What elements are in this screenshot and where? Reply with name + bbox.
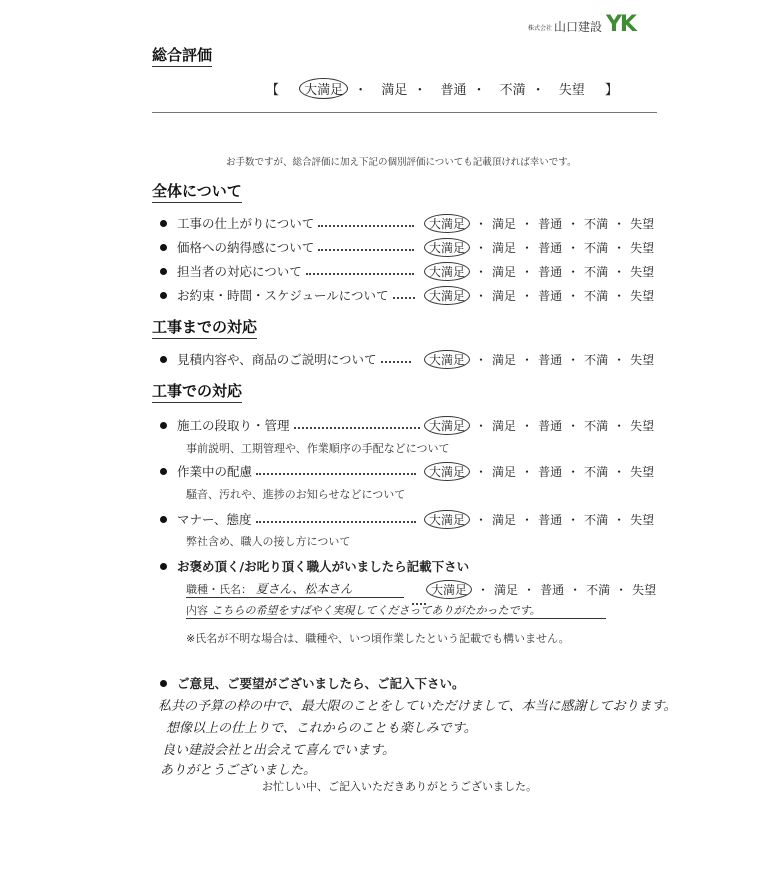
- rating-option[interactable]: 失望: [630, 465, 655, 479]
- rating-options: 大満足 ・ 満足 ・ 普通 ・ 不満 ・ 失望: [422, 214, 656, 233]
- rating-option-selected[interactable]: 大満足: [424, 350, 470, 369]
- rating-option[interactable]: 満足: [492, 265, 517, 279]
- rating-option[interactable]: 普通: [538, 241, 563, 255]
- overall-option[interactable]: 満足: [381, 83, 408, 98]
- rating-option-selected[interactable]: 大満足: [424, 214, 470, 233]
- rating-option[interactable]: 普通: [538, 217, 563, 231]
- bullet-icon: [160, 268, 167, 275]
- rating-option[interactable]: 不満: [584, 419, 609, 433]
- praise-content-value: こちらの希望をすばやく実現してくださってありがたかったです。: [211, 604, 541, 617]
- overall-rating-row: 【 大満足 ・ 満足 ・ 普通 ・ 不満 ・ 失望 】: [260, 78, 624, 99]
- rating-option[interactable]: 不満: [584, 289, 609, 303]
- bullet-icon: [160, 356, 167, 363]
- rating-options: 大満足 ・ 満足 ・ 普通 ・ 不満 ・ 失望: [422, 416, 656, 435]
- item-sub-note: 騒音、汚れや、進捗のお知らせなどについて: [186, 488, 406, 501]
- footer-thanks: お忙しい中、ご記入いただきありがとうございました。: [262, 780, 537, 793]
- overall-option[interactable]: 普通: [440, 83, 467, 98]
- rating-option[interactable]: 満足: [492, 465, 517, 479]
- rating-option[interactable]: 不満: [586, 583, 611, 597]
- rating-option-selected[interactable]: 大満足: [424, 262, 470, 281]
- rating-option[interactable]: 満足: [492, 513, 517, 527]
- rating-item: [160, 462, 420, 480]
- item-label: マナー、態度: [177, 512, 252, 527]
- comments-section: [160, 674, 465, 692]
- rating-option-selected[interactable]: 大満足: [424, 510, 470, 529]
- company-logo: YK: [606, 12, 635, 37]
- comment-line: 想像以上の仕上りで、これからのことも楽しみです。: [166, 721, 477, 736]
- company-name-text: 山口建設: [554, 20, 603, 34]
- leader-dots: [306, 273, 414, 275]
- praise-title: お褒め頂く/お叱り頂く職人がいましたら記載下さい: [177, 559, 470, 574]
- section-title-during: 工事での対応: [152, 380, 242, 403]
- rating-option[interactable]: 普通: [540, 583, 565, 597]
- overall-title: 総合評価: [152, 44, 212, 67]
- rating-options: 大満足 ・ 満足 ・ 普通 ・ 不満 ・ 失望: [422, 462, 656, 481]
- bullet-icon: [160, 680, 167, 687]
- rating-option-selected[interactable]: 大満足: [424, 238, 470, 257]
- comment-line: 良い建設会社と出会えて喜んでいます。: [162, 743, 395, 758]
- comment-line: 私共の予算の枠の中で、最大限のことをしていただけまして、本当に感謝しております。: [158, 699, 677, 714]
- item-sub-note: 弊社含め、職人の接し方について: [186, 535, 351, 548]
- rating-option[interactable]: 不満: [584, 513, 609, 527]
- section-title-before: 工事までの対応: [152, 316, 257, 339]
- praise-name-field[interactable]: [186, 580, 404, 598]
- rating-item: [160, 286, 419, 304]
- rating-item: [160, 214, 418, 232]
- close-bracket: 】: [604, 83, 618, 98]
- leader-dots: [318, 225, 414, 227]
- rating-option[interactable]: 普通: [538, 513, 563, 527]
- praise-name-value: 夏さん、松本さん: [255, 582, 353, 596]
- rating-option[interactable]: 普通: [538, 419, 563, 433]
- open-bracket: 【: [266, 83, 280, 98]
- bullet-icon: [160, 422, 167, 429]
- intro-note: お手数ですが、総合評価に加え下記の個別評価についても記載頂ければ幸いです。: [226, 157, 577, 168]
- leader-dots: [393, 297, 415, 299]
- overall-option[interactable]: 失望: [558, 83, 585, 98]
- bullet-icon: [160, 244, 167, 251]
- bullet-icon: [160, 292, 167, 299]
- rating-option[interactable]: 普通: [538, 353, 563, 367]
- rating-options: 大満足 ・ 満足 ・ 普通 ・ 不満 ・ 失望: [422, 510, 656, 529]
- praise-content-field[interactable]: [186, 602, 606, 619]
- rating-option[interactable]: 不満: [584, 265, 609, 279]
- rating-item: [160, 238, 418, 256]
- rating-options: 大満足 ・ 満足 ・ 普通 ・ 不満 ・ 失望: [422, 350, 656, 369]
- bullet-icon: [160, 468, 167, 475]
- item-label: 担当者の対応について: [177, 264, 302, 279]
- rating-item: [160, 350, 415, 368]
- company-prefix: 株式会社: [528, 25, 553, 32]
- overall-option-selected[interactable]: 大満足: [299, 78, 348, 99]
- rating-option[interactable]: 失望: [630, 289, 655, 303]
- praise-content-label: 内容: [186, 604, 208, 617]
- rating-option[interactable]: 普通: [538, 465, 563, 479]
- rating-options: 大満足 ・ 満足 ・ 普通 ・ 不満 ・ 失望: [422, 262, 656, 281]
- rating-option[interactable]: 満足: [494, 583, 519, 597]
- company-name: [528, 18, 602, 35]
- rating-option[interactable]: 失望: [630, 217, 655, 231]
- rating-option[interactable]: 失望: [630, 513, 655, 527]
- rating-option[interactable]: 不満: [584, 241, 609, 255]
- rating-option[interactable]: 不満: [584, 217, 609, 231]
- rating-option[interactable]: 不満: [584, 465, 609, 479]
- rating-options: 大満足 ・ 満足 ・ 普通 ・ 不満 ・ 失望: [422, 238, 656, 257]
- rating-option[interactable]: 満足: [492, 217, 517, 231]
- item-label: 施工の段取り・管理: [177, 418, 290, 433]
- rating-option[interactable]: 普通: [538, 289, 563, 303]
- leader-dots: [256, 473, 416, 475]
- rating-option[interactable]: 不満: [584, 353, 609, 367]
- leader-dots: [294, 427, 420, 429]
- rating-options: 大満足 ・ 満足 ・ 普通 ・ 不満 ・ 失望: [424, 580, 658, 599]
- leader-dots: [318, 249, 414, 251]
- item-label: 見積内容や、商品のご説明について: [177, 352, 377, 367]
- comments-title: ご意見、ご要望がございましたら、ご記入下さい。: [177, 676, 465, 691]
- comment-line: ありがとうございました。: [160, 763, 317, 778]
- rating-options: 大満足 ・ 満足 ・ 普通 ・ 不満 ・ 失望: [422, 286, 656, 305]
- item-label: 価格への納得感について: [177, 240, 315, 255]
- rating-option-selected[interactable]: 大満足: [424, 416, 470, 435]
- overall-option[interactable]: 不満: [499, 83, 526, 98]
- rating-option[interactable]: 満足: [492, 289, 517, 303]
- praise-section: [160, 557, 469, 575]
- bullet-icon: [160, 563, 167, 570]
- rating-option[interactable]: 満足: [492, 353, 517, 367]
- overall-divider: [152, 112, 657, 113]
- rating-option[interactable]: 満足: [492, 241, 517, 255]
- rating-option[interactable]: 失望: [630, 419, 655, 433]
- item-label: 作業中の配慮: [177, 464, 253, 479]
- praise-note: ※氏名が不明な場合は、職種や、いつ頃作業したという記載でも構いません。: [186, 632, 570, 645]
- leader-dots: [381, 361, 411, 363]
- rating-option[interactable]: 普通: [538, 265, 563, 279]
- bullet-icon: [160, 516, 167, 523]
- rating-item: [160, 262, 418, 280]
- rating-item: [160, 416, 424, 434]
- rating-option[interactable]: 満足: [492, 419, 517, 433]
- rating-option[interactable]: 失望: [630, 353, 655, 367]
- rating-option[interactable]: 失望: [630, 265, 655, 279]
- rating-option-selected[interactable]: 大満足: [426, 580, 472, 599]
- item-label: 工事の仕上がりについて: [177, 216, 315, 231]
- rating-option-selected[interactable]: 大満足: [424, 286, 470, 305]
- rating-option[interactable]: 失望: [630, 241, 655, 255]
- leader-dots: [256, 521, 416, 523]
- item-label: お約束・時間・スケジュールについて: [177, 288, 389, 303]
- rating-item: [160, 510, 420, 528]
- item-sub-note: 事前説明、工期管理や、作業順序の手配などについて: [186, 442, 450, 455]
- section-title-overall: 全体について: [152, 180, 242, 203]
- rating-option-selected[interactable]: 大満足: [424, 462, 470, 481]
- praise-name-label: 職種・氏名：: [186, 583, 252, 596]
- bullet-icon: [160, 220, 167, 227]
- rating-option[interactable]: 失望: [632, 583, 657, 597]
